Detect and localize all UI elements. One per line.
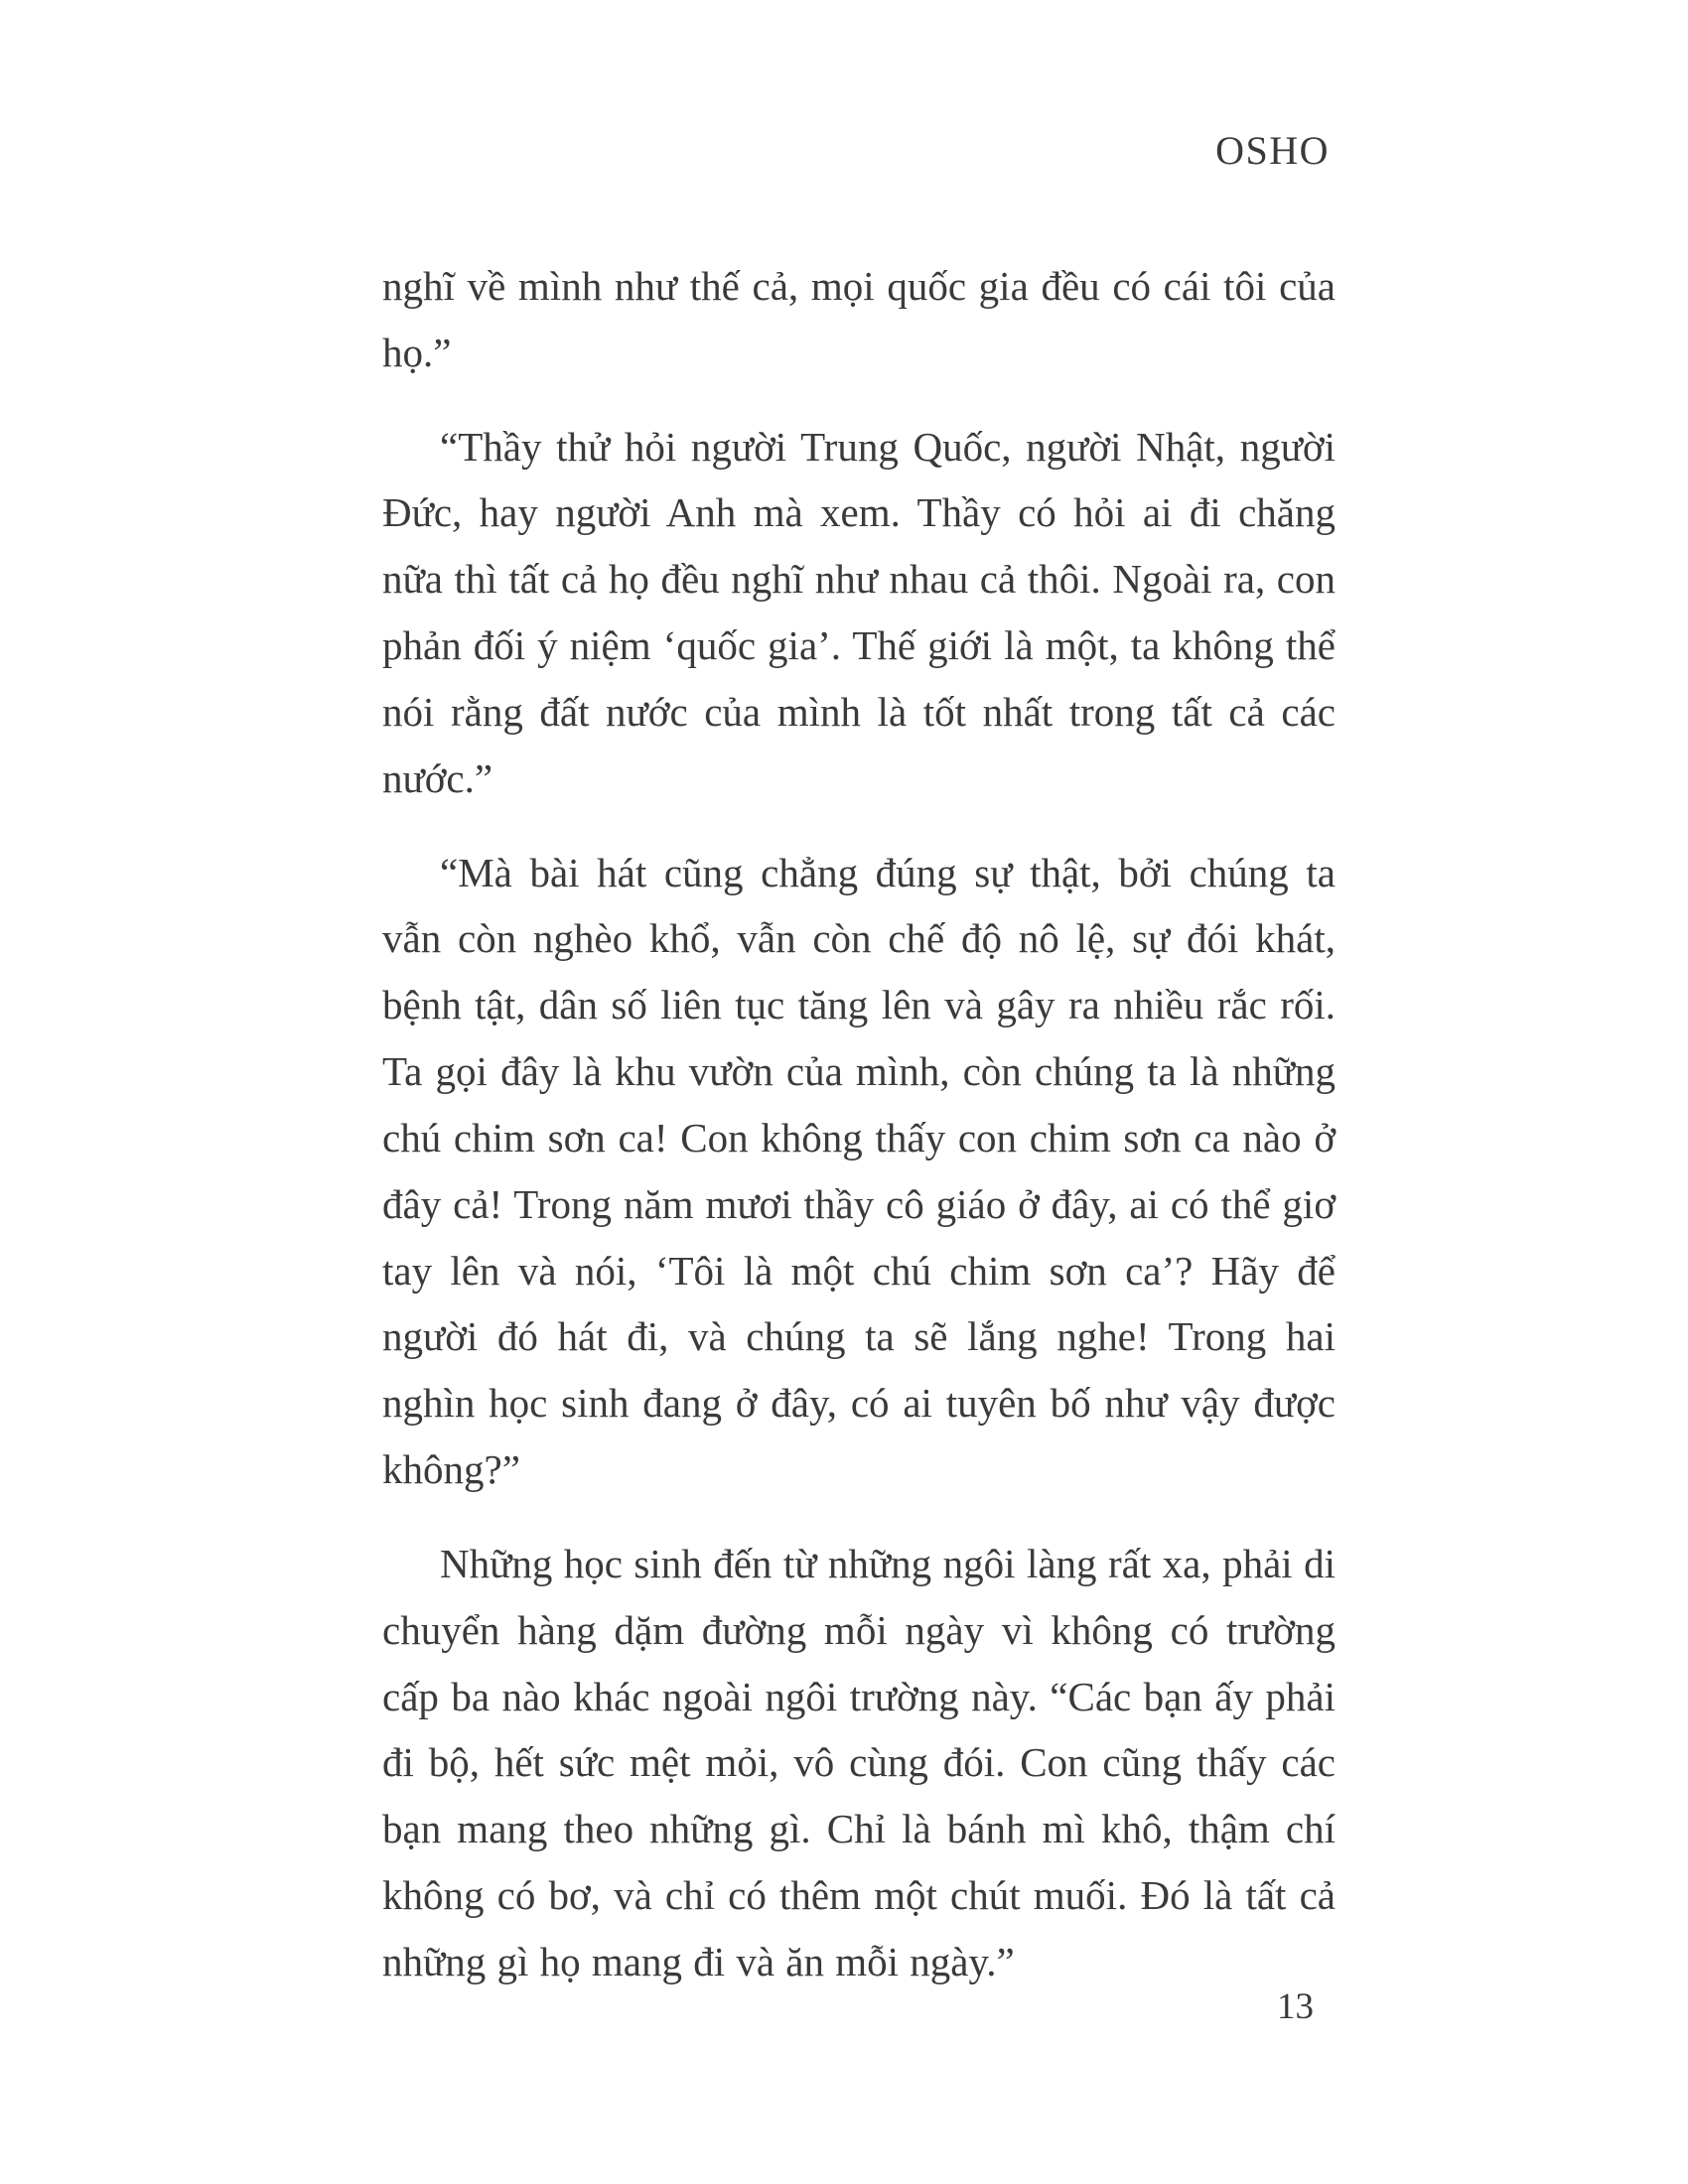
body-paragraph: “Thầy thử hỏi người Trung Quốc, người Nhật, người Đức, hay người Anh mà xem. Thầy có hỏi ai đi chăng nữa thì tất cả họ đều nghĩ như nhau cả thôi. Ngoài ra, con phản đối ý niệm ‘quốc gia’. Thế giới là một, ta không thể nói rằng đất nước của mình là tốt nhất trong tất cả các nước.”: [382, 423, 1336, 801]
body-paragraph: nghĩ về mình như thế cả, mọi quốc gia đều có cái tôi của họ.”: [382, 263, 1336, 375]
page-number: 13: [1277, 1986, 1314, 2027]
text-block: [382, 127, 1336, 2023]
body-paragraph: Những học sinh đến từ những ngôi làng rất xa, phải di chuyển hàng dặm đường mỗi ngày vì không có trường cấp ba nào khác ngoài ngôi trường này. “Các bạn ấy phải đi bộ, hết sức mệt mỏi, vô cùng đói. Con cũng thấy các bạn mang theo những gì. Chỉ là bánh mì khô, thậm chí không có bơ, và chỉ có thêm một chút muối. Đó là tất cả những gì họ mang đi và ăn mỗi ngày.”: [382, 1540, 1336, 1984]
body-paragraph: “Mà bài hát cũng chẳng đúng sự thật, bởi chúng ta vẫn còn nghèo khổ, vẫn còn chế độ nô lệ, sự đói khát, bệnh tật, dân số liên tục tăng lên và gây ra nhiều rắc rối. Ta gọi đây là khu vườn của mình, còn chúng ta là những chú chim sơn ca! Con không thấy con chim sơn ca nào ở đây cả! Trong năm mươi thầy cô giáo ở đây, ai có thể giơ tay lên và nói, ‘Tôi là một chú chim sơn ca’? Hãy để người đó hát đi, và chúng ta sẽ lắng nghe! Trong hai nghìn học sinh đang ở đây, có ai tuyên bố như vậy được không?”: [382, 849, 1336, 1493]
running-header: OSHO: [1215, 128, 1330, 173]
